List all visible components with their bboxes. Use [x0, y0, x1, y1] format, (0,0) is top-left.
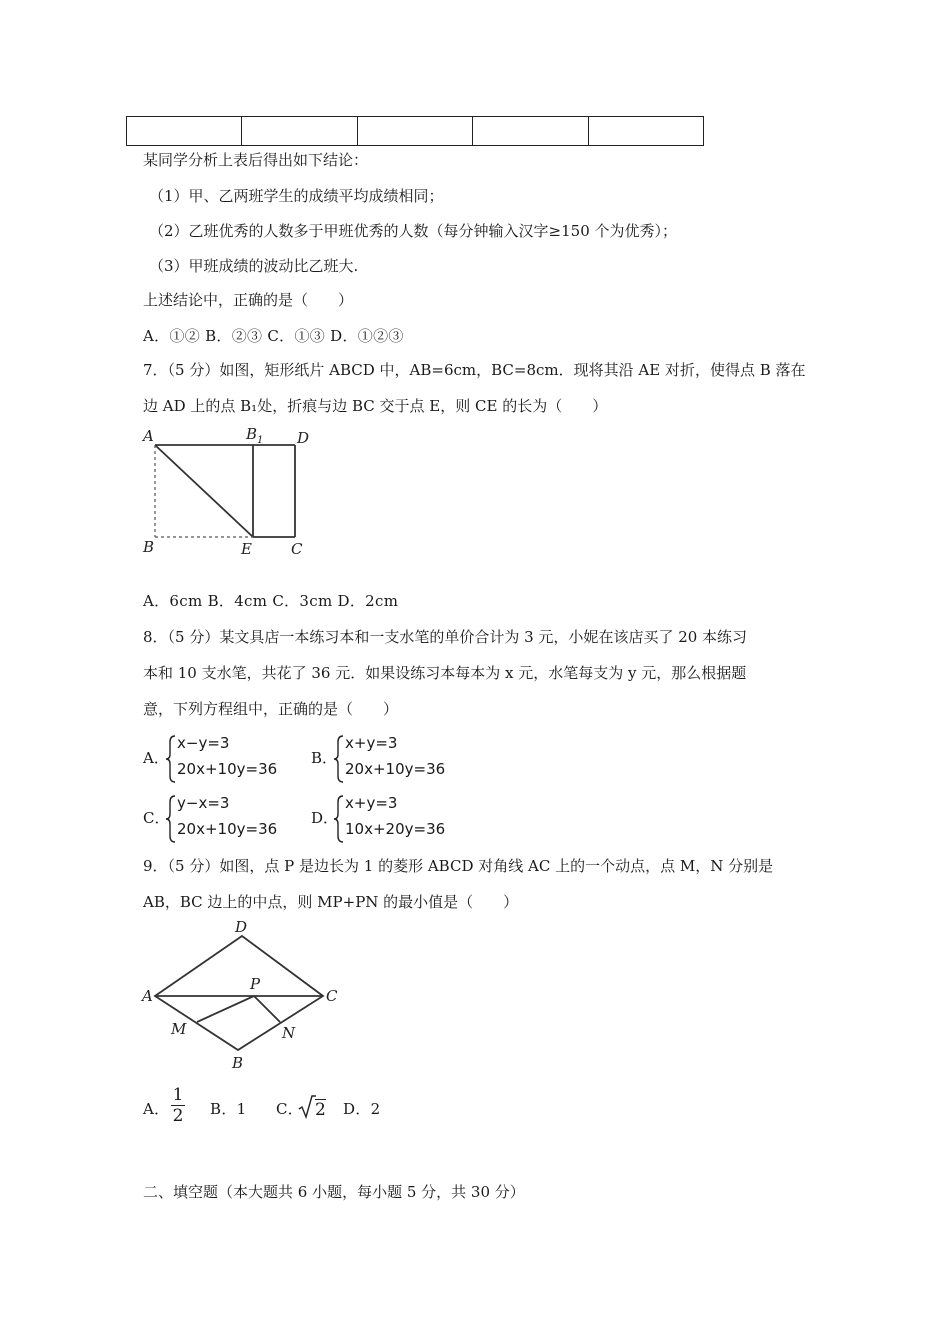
fraction-numerator: 1: [172, 1085, 184, 1105]
q9-stem-line2: AB，BC 边上的中点，则 MP+PN 的最小值是（ ）: [143, 893, 519, 911]
q8-option-a-label: A．: [143, 749, 169, 767]
q6-conclusion-3: （3）甲班成绩的波动比乙班大.: [149, 257, 359, 275]
brace-icon: [333, 794, 345, 844]
brace-icon: [165, 734, 177, 784]
q9-label-a: A: [142, 987, 153, 1005]
q7-label-b1-sub: 1: [257, 435, 264, 446]
q8-option-c-label: C．: [143, 809, 170, 827]
q8-option-b-label: B．: [311, 749, 338, 767]
q7-stem-line1: 7．（5 分）如图，矩形纸片 ABCD 中，AB=6cm，BC=8cm．现将其沿 AE 对折，使得点 B 落在: [143, 361, 806, 379]
q9-option-c-label: C．: [276, 1100, 304, 1118]
q7-label-b: B: [143, 538, 155, 556]
table-cell: [588, 117, 703, 146]
q8-option-d-system: [333, 794, 463, 844]
q8-option-d-eq1: x+y=3: [345, 794, 398, 812]
q8-stem-line1: 8．（5 分）某文具店一本练习本和一支水笔的单价合计为 3 元，小妮在该店买了 20 本练习: [143, 628, 748, 646]
table-cell: [127, 117, 242, 146]
q8-stem-line3: 意，下列方程组中，正确的是（ ）: [143, 700, 399, 718]
q7-label-d: D: [297, 429, 310, 447]
q8-option-c-eq1: y−x=3: [177, 794, 230, 812]
q9-option-c-radicand: 2: [315, 1100, 326, 1120]
section-2-heading: 二、填空题（本大题共 6 小题，每小题 5 分，共 30 分）: [143, 1183, 525, 1201]
table-cell: [242, 117, 357, 146]
q8-option-d-eq2: 10x+20y=36: [345, 820, 446, 838]
q6-intro: 某同学分析上表后得出如下结论：: [143, 151, 369, 169]
q6-conclusion-1: （1）甲、乙两班学生的成绩平均成绩相同；: [149, 187, 444, 205]
table-cell: [473, 117, 588, 146]
q8-option-c-eq2: 20x+10y=36: [177, 820, 278, 838]
q9-option-a-label: A．: [143, 1100, 170, 1118]
q6-options: A．①② B．②③ C．①③ D．①②③: [143, 327, 404, 345]
q7-stem-line2: 边 AD 上的点 B₁处，折痕与边 BC 交于点 E，则 CE 的长为（ ）: [143, 397, 608, 415]
q8-option-a-eq2: 20x+10y=36: [177, 760, 278, 778]
q7-label-b1: B: [246, 425, 258, 443]
q9-stem-line1: 9．（5 分）如图，点 P 是边长为 1 的菱形 ABCD 对角线 AC 上的一个动点，点 M，N 分别是: [143, 857, 774, 875]
q7-options: A．6cm B．4cm C．3cm D．2cm: [143, 592, 399, 610]
q9-label-b: B: [232, 1054, 244, 1072]
q8-stem-line2: 本和 10 支水笔，共花了 36 元．如果设练习本每本为 x 元，水笔每支为 y 元，那么根据题: [143, 664, 747, 682]
q8-option-d-label: D．: [311, 809, 339, 827]
q8-option-b-eq1: x+y=3: [345, 734, 398, 752]
score-table: [126, 116, 704, 146]
table-row: [127, 117, 704, 146]
q7-label-a: A: [143, 427, 154, 445]
q8-option-a-eq1: x−y=3: [177, 734, 230, 752]
q9-label-m: M: [171, 1020, 187, 1038]
fraction-denominator: 2: [172, 1106, 184, 1126]
q6-question: 上述结论中，正确的是（ ）: [143, 291, 354, 309]
q8-option-a-system: [165, 734, 295, 784]
brace-icon: [333, 734, 345, 784]
q6-conclusion-2: （2）乙班优秀的人数多于甲班优秀的人数（每分钟输入汉字≥150 个为优秀）；: [149, 222, 678, 240]
q9-label-n: N: [282, 1024, 296, 1042]
q7-label-c: C: [291, 540, 303, 558]
q7-rectangle-figure: [140, 425, 320, 560]
q9-label-d: D: [235, 918, 248, 936]
q9-label-p: P: [250, 975, 261, 993]
brace-icon: [165, 794, 177, 844]
q9-option-d: D．2: [343, 1100, 381, 1118]
q9-option-a-fraction: [168, 1086, 188, 1125]
q8-option-c-system: [165, 794, 295, 844]
q7-label-e: E: [241, 540, 252, 558]
q8-option-b-system: [333, 734, 463, 784]
table-cell: [357, 117, 472, 146]
q8-option-b-eq2: 20x+10y=36: [345, 760, 446, 778]
sqrt-icon: [298, 1094, 316, 1120]
q9-label-c: C: [326, 987, 338, 1005]
q9-option-b: B．1: [210, 1100, 247, 1118]
q9-rhombus-figure: [140, 918, 350, 1073]
